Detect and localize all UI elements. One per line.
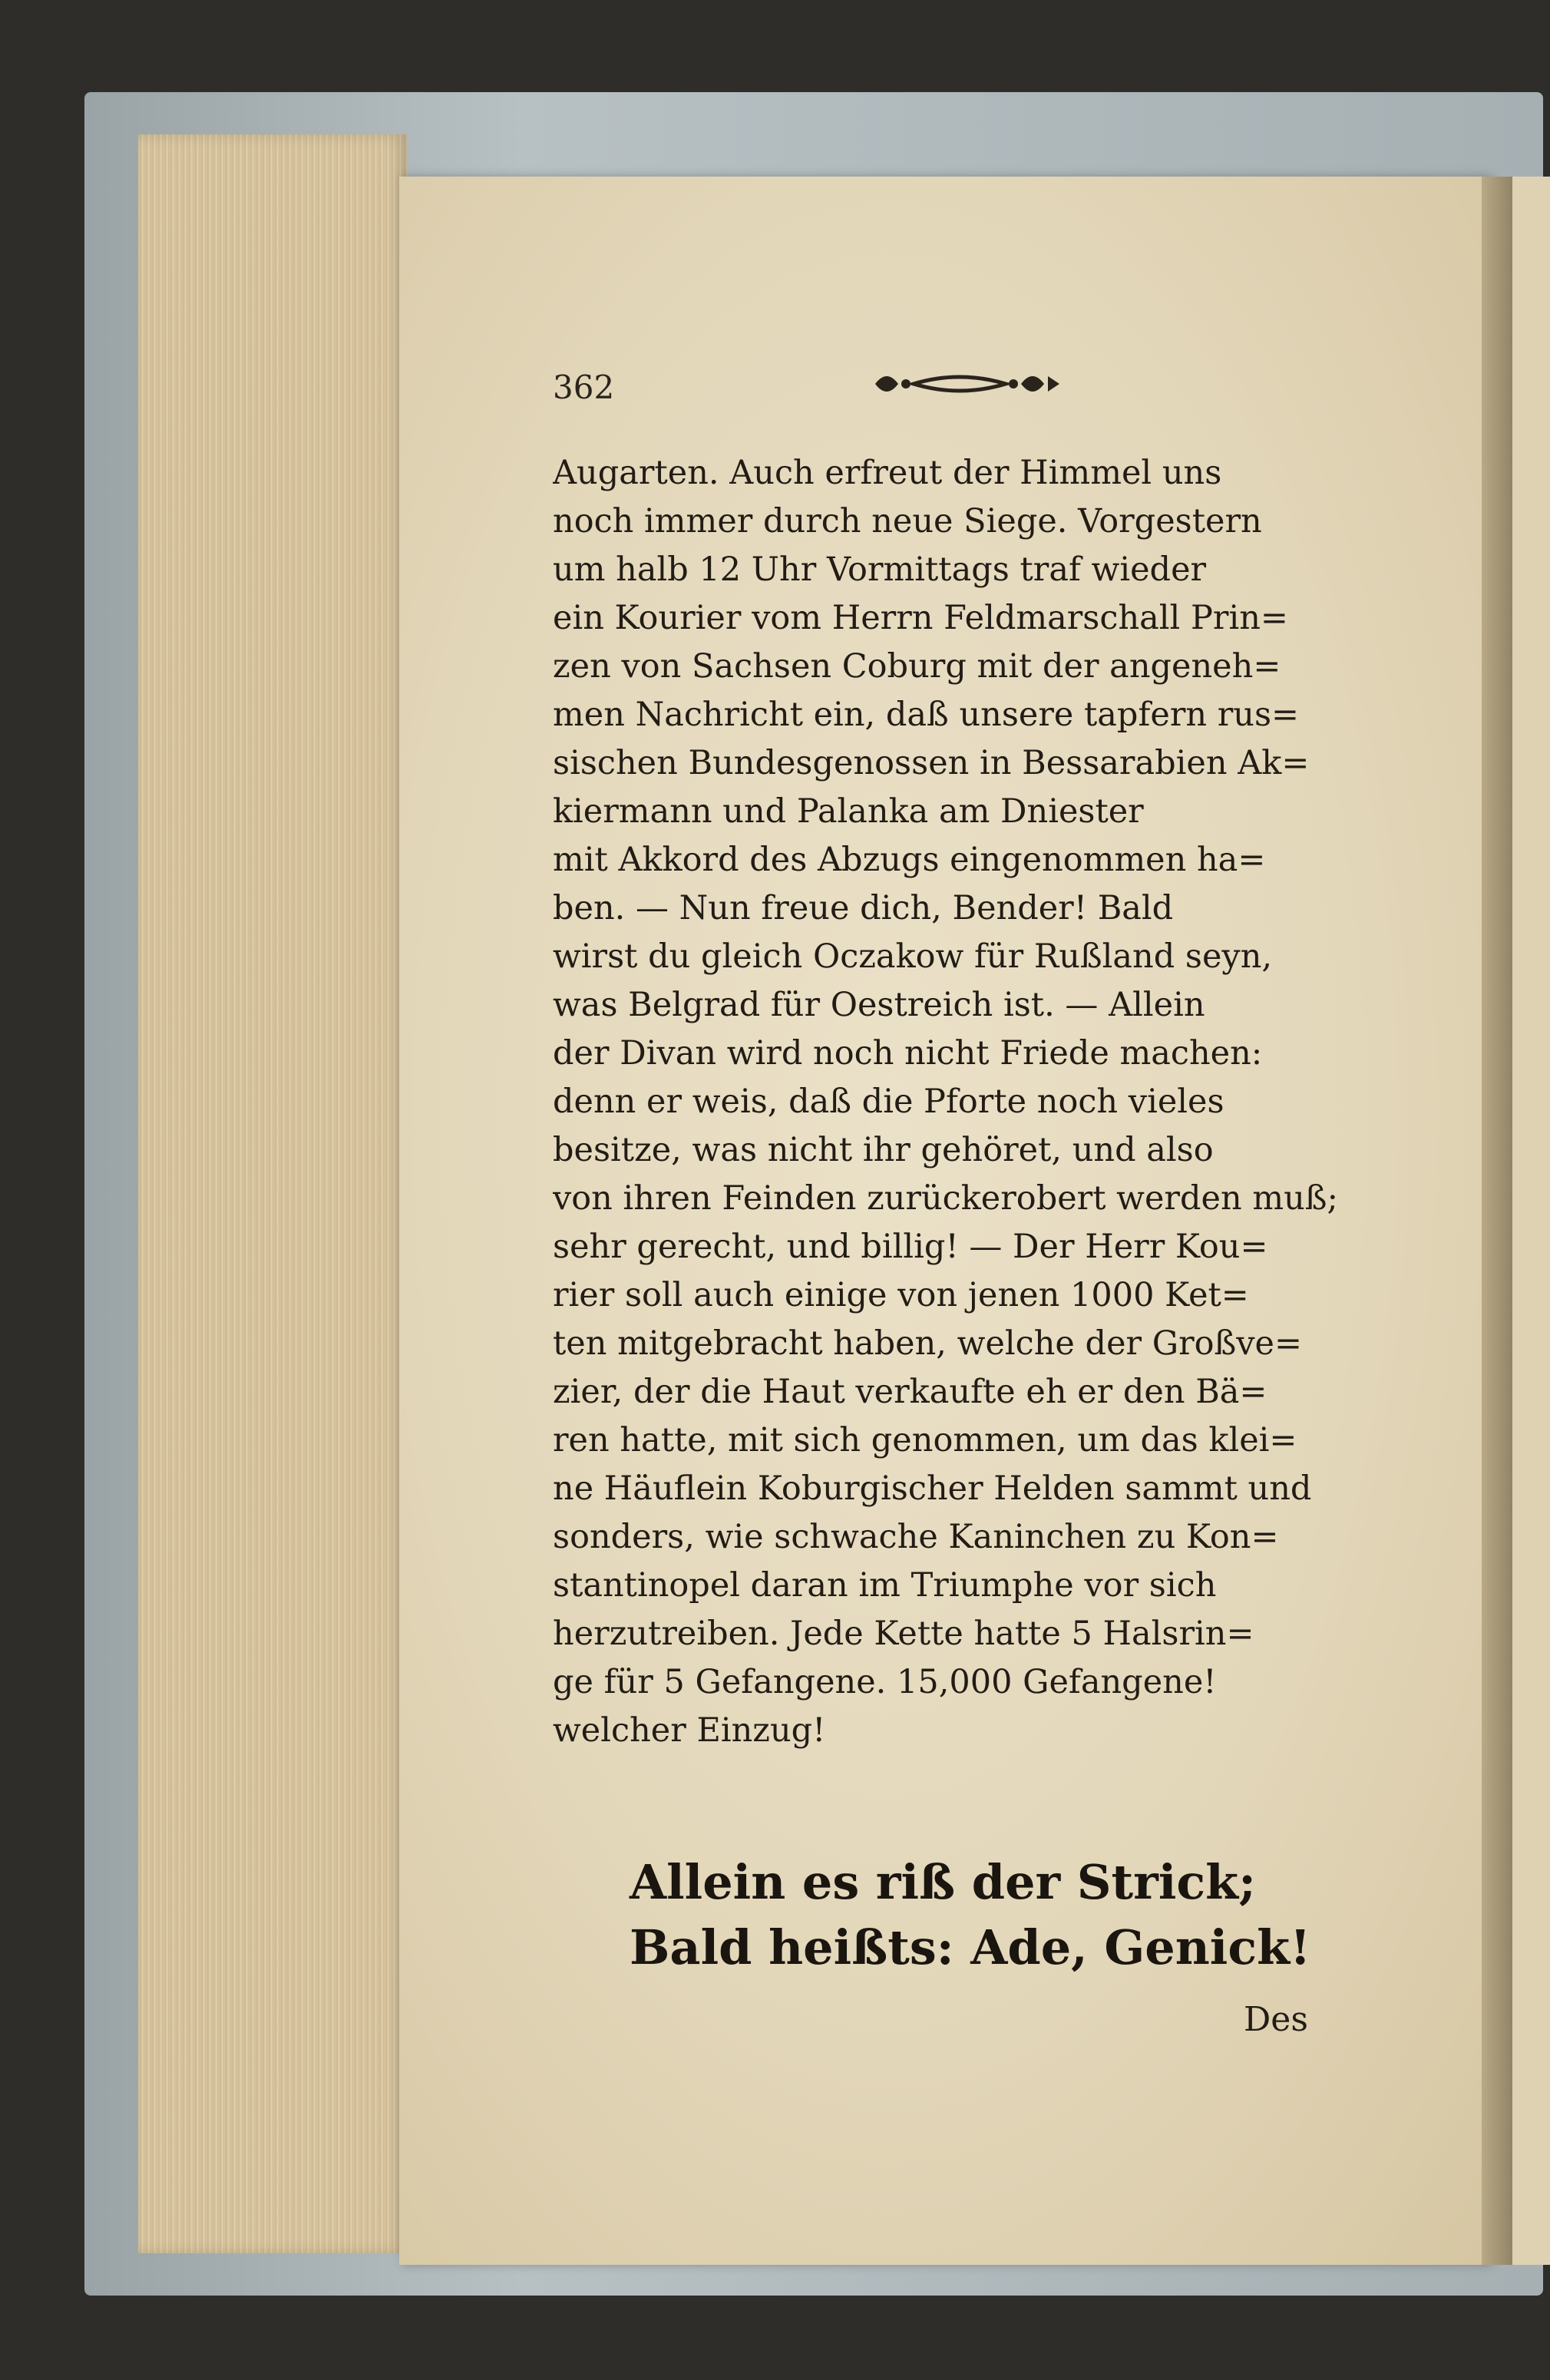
text-line: rier soll auch einige von jenen 1000 Ket= xyxy=(553,1276,1249,1314)
text-line: ten mitgebracht haben, welche der Großve= xyxy=(553,1324,1303,1363)
text-line: sischen Bundesgenossen in Bessarabien Ak= xyxy=(553,744,1310,782)
text-line: noch immer durch neue Siege. Vorgestern xyxy=(553,502,1262,540)
verse-line: Allein es riß der Strick; xyxy=(630,1854,1256,1910)
page-header xyxy=(553,361,1397,422)
text-line: zen von Sachsen Coburg mit der angeneh= xyxy=(553,647,1281,686)
text-line: ein Kourier vom Herrn Feldmarschall Prin= xyxy=(553,599,1288,637)
page-edges xyxy=(138,134,407,2253)
text-line: ge für 5 Gefangene. 15,000 Gefangene! xyxy=(553,1663,1217,1701)
text-line: besitze, was nicht ihr gehöret, und also xyxy=(553,1131,1214,1169)
text-line: welcher Einzug! xyxy=(553,1711,826,1750)
page-number: 362 xyxy=(553,369,615,406)
text-line: was Belgrad für Oestreich ist. — Allein xyxy=(553,986,1205,1024)
text-line: men Nachricht ein, daß unsere tapfern rus= xyxy=(553,696,1300,734)
text-line: von ihren Feinden zurückerobert werden muß; xyxy=(553,1179,1338,1218)
catchword: Des xyxy=(1244,2000,1308,2039)
text-line: sonders, wie schwache Kaninchen zu Kon= xyxy=(553,1518,1279,1556)
text-line: zier, der die Haut verkaufte eh er den Bä= xyxy=(553,1373,1267,1411)
text-line: Augarten. Auch erfreut der Himmel uns xyxy=(553,454,1222,492)
text-line: kiermann und Palanka am Dniester xyxy=(553,792,1144,831)
text-line: wirst du gleich Oczakow für Rußland seyn, xyxy=(553,937,1273,976)
body-text xyxy=(553,449,1397,1755)
text-line: denn er weis, daß die Pforte noch vieles xyxy=(553,1083,1224,1121)
text-line: um halb 12 Uhr Vormittags traf wieder xyxy=(553,550,1207,589)
text-line: der Divan wird noch nicht Friede machen: xyxy=(553,1034,1263,1073)
text-line: ne Häuflein Koburgischer Helden sammt und xyxy=(553,1469,1312,1508)
verse-line: Bald heißts: Ade, Genick! xyxy=(630,1919,1311,1975)
text-line: herzutreiben. Jede Kette hatte 5 Halsrin= xyxy=(553,1615,1254,1653)
facing-page xyxy=(1512,177,1550,2265)
text-line: ben. — Nun freue dich, Bender! Bald xyxy=(553,889,1174,927)
text-line: sehr gerecht, und billig! — Der Herr Kou= xyxy=(553,1228,1268,1266)
text-line: ren hatte, mit sich genommen, um das klei= xyxy=(553,1421,1297,1459)
ornament-icon xyxy=(860,361,1113,407)
book-gutter xyxy=(1482,177,1516,2265)
text-line: stantinopel daran im Triumphe vor sich xyxy=(553,1566,1217,1605)
text-line: mit Akkord des Abzugs eingenommen ha= xyxy=(553,841,1266,879)
